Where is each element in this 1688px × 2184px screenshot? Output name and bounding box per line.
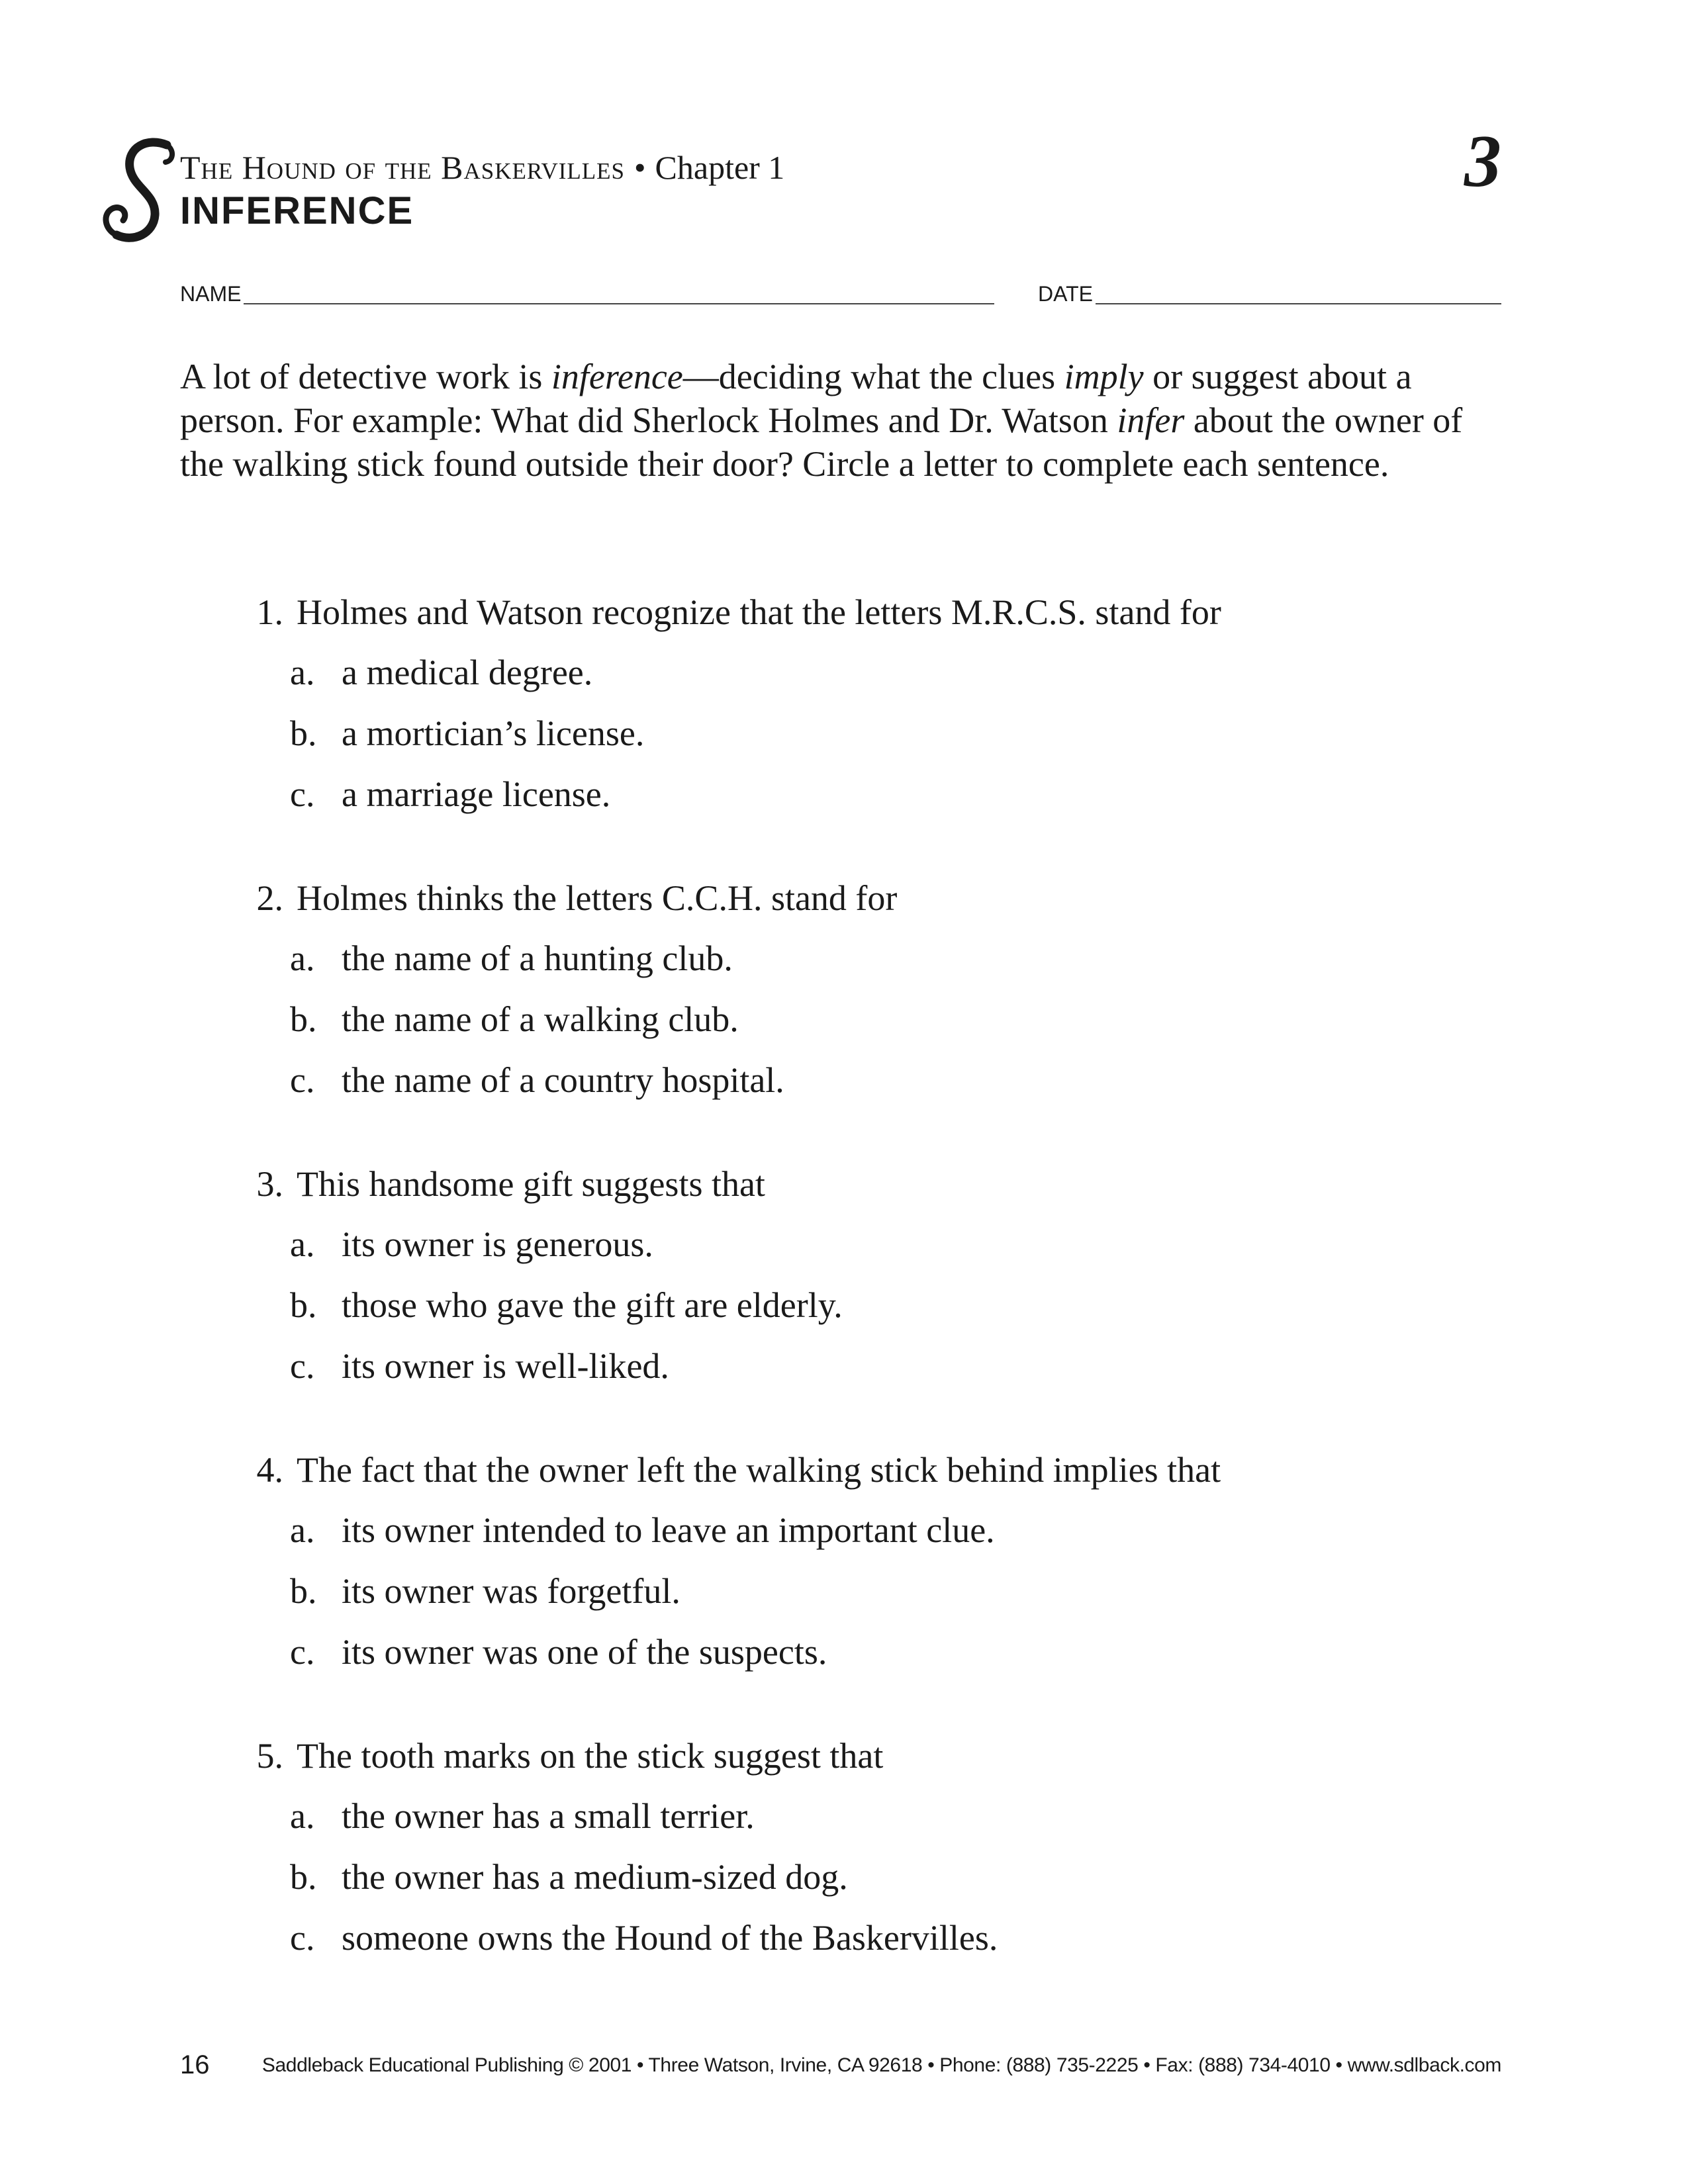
choice-3a[interactable] [225,1214,1516,1275]
intro-term-infer: infer [1117,400,1185,440]
choice-letter[interactable]: a. [290,1224,315,1264]
question-2 [225,868,1516,1111]
choice-text: its owner is well-liked. [342,1346,669,1386]
choice-letter[interactable]: a. [290,938,315,978]
choice-letter[interactable]: a. [290,1510,315,1550]
choice-2b[interactable] [225,989,1516,1050]
name-line[interactable] [244,283,994,304]
question-5 [225,1726,1516,1968]
choice-text: those who gave the gift are elderly. [342,1285,843,1325]
question-stem [225,582,1516,642]
choice-letter[interactable]: b. [290,1571,317,1611]
choice-letter[interactable]: c. [290,1060,315,1100]
choice-text: a medical degree. [342,653,593,692]
choice-text: its owner was one of the suspects. [342,1632,827,1672]
choice-4c[interactable] [225,1621,1516,1682]
question-number: 1. [256,592,283,632]
date-field[interactable] [1038,278,1501,304]
intro-text: —deciding what the clues [682,357,1064,396]
choice-letter[interactable]: a. [290,1796,315,1836]
choice-5b[interactable] [225,1846,1516,1907]
choice-letter[interactable]: b. [290,1285,317,1325]
question-stem [225,868,1516,928]
question-4 [225,1440,1516,1682]
choice-text: its owner intended to leave an important clue. [342,1510,995,1550]
choice-3b[interactable] [225,1275,1516,1336]
series-title: The Hound of the Baskervilles [180,149,626,186]
question-list [225,582,1516,2012]
choice-text: the owner has a small terrier. [342,1796,755,1836]
series-chapter-line [180,151,784,184]
choice-letter[interactable]: b. [290,1857,317,1897]
choice-letter[interactable]: b. [290,713,317,753]
choice-5c[interactable] [225,1907,1516,1968]
name-label: NAME [180,282,242,306]
question-1 [225,582,1516,825]
date-label: DATE [1038,282,1093,306]
worksheet-title: INFERENCE [180,189,414,232]
question-number: 3. [256,1164,283,1204]
choice-1b[interactable] [225,703,1516,764]
choice-text: someone owns the Hound of the Baskervilles. [342,1918,998,1958]
choice-letter[interactable]: a. [290,653,315,692]
intro-term-inference: inference [551,357,683,396]
choice-2c[interactable] [225,1050,1516,1111]
question-stem [225,1154,1516,1214]
choice-5a[interactable] [225,1786,1516,1846]
intro-text: A lot of detective work is [180,357,551,396]
question-text: Holmes thinks the letters C.C.H. stand for [297,878,898,918]
choice-4a[interactable] [225,1500,1516,1561]
sheet-number: 3 [1464,120,1501,203]
question-number: 5. [256,1736,283,1776]
choice-4b[interactable] [225,1561,1516,1621]
name-field[interactable] [180,278,994,304]
intro-text: or suggest about a person. For example: What did Sherlock Holmes and Dr. Watson [180,357,1412,440]
choice-3c[interactable] [225,1336,1516,1396]
footer-credit: Saddleback Educational Publishing © 2001 • Three Watson, Irvine, CA 92618 • Phone: (888) 735-2225 • Fax: (888) 734-4010 • www.sdlback.com [261,2054,1501,2076]
choice-text: the name of a hunting club. [342,938,733,978]
intro-term-imply: imply [1064,357,1144,396]
question-text: This handsome gift suggests that [297,1164,765,1204]
choice-text: the name of a walking club. [342,999,739,1039]
page-number: 16 [180,2050,210,2079]
series-separator: • [634,149,646,186]
choice-letter[interactable]: c. [290,1632,315,1672]
choice-letter[interactable]: c. [290,774,315,814]
intro-paragraph [180,355,1504,486]
choice-2a[interactable] [225,928,1516,989]
choice-letter[interactable]: b. [290,999,317,1039]
choice-text: the name of a country hospital. [342,1060,784,1100]
question-text: The fact that the owner left the walking stick behind implies that [297,1450,1221,1490]
question-stem [225,1440,1516,1500]
choice-text: a marriage license. [342,774,611,814]
choice-letter[interactable]: c. [290,1918,315,1958]
question-stem [225,1726,1516,1786]
choice-1a[interactable] [225,642,1516,703]
choice-text: its owner was forgetful. [342,1571,680,1611]
choice-1c[interactable] [225,764,1516,825]
question-text: Holmes and Watson recognize that the letters M.R.C.S. stand for [297,592,1221,632]
choice-text: a mortician’s license. [342,713,645,753]
question-3 [225,1154,1516,1396]
choice-text: the owner has a medium-sized dog. [342,1857,848,1897]
choice-text: its owner is generous. [342,1224,653,1264]
question-number: 4. [256,1450,283,1490]
saddleback-s-logo-icon [93,136,185,248]
chapter-label: Chapter 1 [655,149,785,186]
question-text: The tooth marks on the stick suggest that [297,1736,884,1776]
choice-letter[interactable]: c. [290,1346,315,1386]
question-number: 2. [256,878,283,918]
date-line[interactable] [1096,283,1501,304]
intro-text: about the owner of the walking stick found outside their door? Circle a letter to complete each sentence. [180,400,1463,484]
